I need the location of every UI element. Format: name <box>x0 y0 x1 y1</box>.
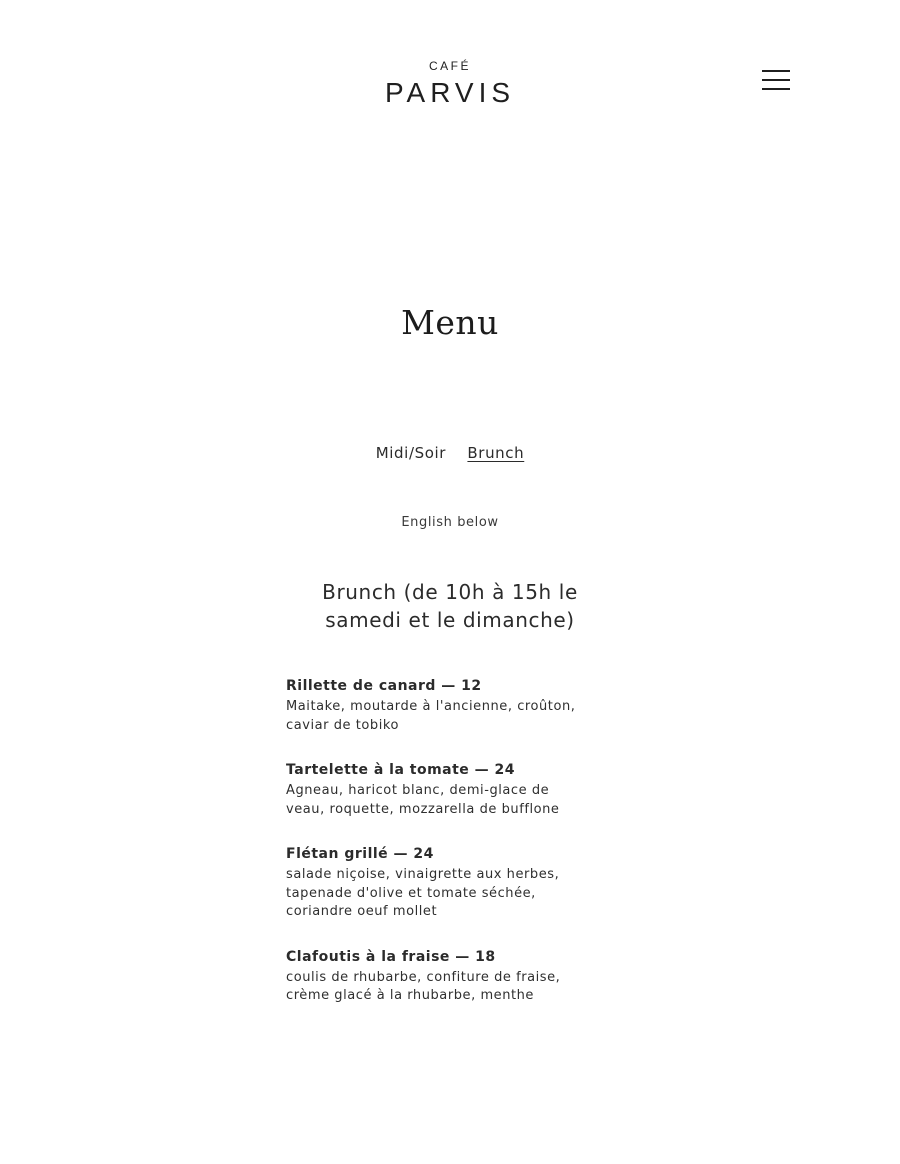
hamburger-line <box>762 79 790 81</box>
menu-item-name: Rillette de canard — 12 <box>286 678 482 694</box>
menu-item <box>286 676 586 735</box>
menu-item-name: Tartelette à la tomate — 24 <box>286 762 516 778</box>
menu-item <box>286 844 586 922</box>
menu-list <box>286 676 586 1031</box>
section-title: Brunch (de 10h à 15h le samedi et le dimanche) <box>322 580 578 632</box>
menu-item-description: salade niçoise, vinaigrette aux herbes, tapenade d'olive et tomate séchée, coriandre oeuf mollet <box>286 867 560 919</box>
menu-item-description: Agneau, haricot blanc, demi-glace de veau, roquette, mozzarella de bufflone <box>286 783 560 817</box>
english-below-note: English below <box>401 515 499 530</box>
logo-large-text: PARVIS <box>384 77 516 106</box>
menu-item-name: Flétan grillé — 24 <box>286 846 434 862</box>
hamburger-line <box>762 70 790 72</box>
logo-small-text: CAFÉ <box>428 59 472 73</box>
page-title: Menu <box>401 303 499 342</box>
tab-midi-soir[interactable]: Midi/Soir <box>375 444 447 462</box>
tab-brunch[interactable]: Brunch <box>467 444 525 462</box>
menu-item <box>286 947 586 1006</box>
hamburger-line <box>762 88 790 90</box>
menu-item-description: Maitake, moutarde à l'ancienne, croûton, caviar de tobiko <box>286 699 576 733</box>
menu-tabs <box>0 444 900 462</box>
logo-artwork <box>378 56 522 106</box>
menu-item-name: Clafoutis à la fraise — 18 <box>286 948 496 965</box>
cafe-parvis-logo[interactable] <box>378 56 522 106</box>
menu-item <box>286 760 586 819</box>
hamburger-menu-icon[interactable] <box>762 70 790 90</box>
menu-item-description: coulis de rhubarbe, confiture de fraise, crème glacé à la rhubarbe, menthe <box>286 969 561 1003</box>
